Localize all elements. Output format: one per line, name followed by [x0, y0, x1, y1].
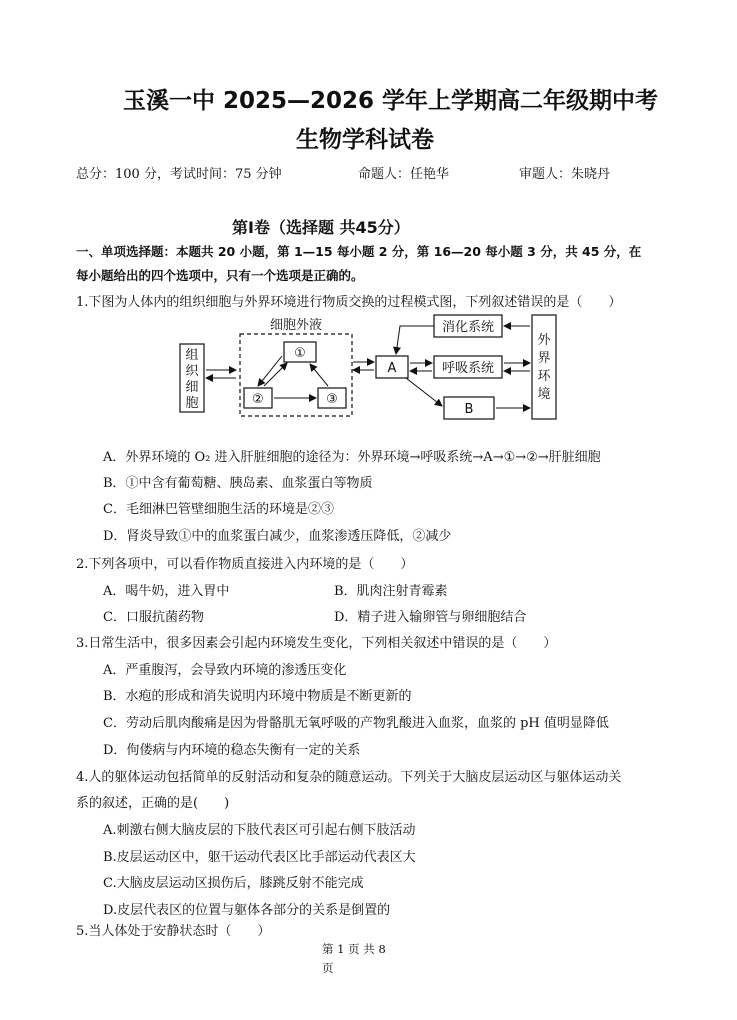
exam-total-time: 总分：100 分，考试时间：75 分钟	[76, 167, 282, 182]
external-environment-char: 外	[537, 333, 551, 348]
question-1-option-a: A．外界环境的 O₂ 进入肝脏细胞的途径为：外界环境→呼吸系统→A→①→②→肝脏细胞	[103, 450, 601, 465]
question-2-stem: 2.下列各项中，可以看作物质直接进入内环境的是（ ）	[76, 557, 414, 572]
question-3-option-b: B．水疱的形成和消失说明内环境中物质是不断更新的	[103, 689, 412, 704]
question-3-stem: 3.日常生活中，很多因素会引起内环境发生变化，下列相关叙述中错误的是（ ）	[76, 636, 557, 651]
question-1-stem: 1.下图为人体内的组织细胞与外界环境进行物质交换的过程模式图，下列叙述错误的是（ ）	[76, 295, 622, 310]
question-4-option-c: C.大脑皮层运动区损伤后，膝跳反射不能完成	[103, 876, 364, 891]
question-5-stem: 5.当人体处于安静状态时（ ）	[76, 924, 271, 939]
tissue-cell-char: 织	[185, 364, 199, 379]
arrow-digestive-to-A	[396, 326, 434, 354]
question-2-option-c: C．口服抗菌药物	[103, 610, 204, 625]
page-number-line-1: 第 1 页 共 8	[322, 942, 386, 956]
question-4-stem-line-2: 系的叙述，正确的是( )	[76, 796, 230, 811]
exam-title: 玉溪一中 2025—2026 学年上学期高二年级期中考	[123, 88, 659, 114]
question-2-option-b: B．肌肉注射青霉素	[334, 584, 448, 599]
tissue-cell-char: 细	[185, 380, 199, 395]
tissue-cell-char: 组	[185, 348, 199, 363]
node-B-label: B	[464, 402, 474, 417]
question-4-option-a: A.刺激右侧大脑皮层的下肢代表区可引起右侧下肢活动	[103, 823, 416, 838]
section-instruction-2: 每小题给出的四个选项中，只有一个选项是正确的。	[76, 268, 364, 283]
external-environment-box	[532, 315, 556, 419]
exam-reviewer: 审题人：朱晓丹	[519, 167, 611, 182]
question-3-option-d: D．佝偻病与内环境的稳态失衡有一定的关系	[103, 743, 361, 758]
question-4-stem-line-1: 4.人的躯体运动包括简单的反射活动和复杂的随意运动。下列关于大脑皮层运动区与躯体运动关	[76, 770, 622, 785]
question-4-option-d: D.皮层代表区的位置与躯体各部分的关系是倒置的	[103, 903, 391, 918]
question-2-option-a: A．喝牛奶，进入胃中	[103, 584, 230, 599]
question-1-option-d: D．肾炎导致①中的血浆蛋白减少，血浆渗透压降低，②减少	[103, 529, 452, 544]
arrow-3-to-1	[310, 364, 328, 386]
arrow-A-to-B	[406, 378, 442, 406]
digestive-system-label: 消化系统	[441, 320, 495, 335]
tissue-cell-char: 胞	[185, 396, 199, 411]
node-A-label: A	[387, 361, 397, 376]
exam-setter: 命题人：任艳华	[358, 167, 450, 182]
node-2-label: ②	[252, 392, 264, 407]
exchange-diagram	[170, 312, 570, 422]
section-instruction-1: 一、单项选择题：本题共 20 小题，第 1—15 每小题 2 分，第 16—20 每小题 3 分，共 45 分，在	[76, 244, 642, 259]
question-2-option-d: D．精子进入输卵管与卵细胞结合	[334, 610, 527, 625]
question-3-option-c: C．劳动后肌肉酸痛是因为骨骼肌无氧呼吸的产物乳酸进入血浆，血浆的 pH 值明显降低	[103, 716, 609, 731]
external-environment-char: 界	[537, 351, 551, 366]
question-1-option-c: C．毛细淋巴管壁细胞生活的环境是②③	[103, 502, 334, 517]
page-number-line-2: 页	[322, 961, 334, 975]
question-4-option-b: B.皮层运动区中，躯干运动代表区比手部运动代表区大	[103, 850, 416, 865]
section-title: 第Ⅰ卷（选择题 共45分）	[232, 218, 410, 237]
respiratory-system-label: 呼吸系统	[441, 361, 495, 376]
node-1-label: ①	[294, 346, 306, 361]
external-environment-char: 境	[537, 387, 551, 402]
extracellular-fluid-label: 细胞外液	[269, 318, 323, 333]
exam-subtitle: 生物学科试卷	[296, 127, 434, 153]
question-3-option-a: A．严重腹泻，会导致内环境的渗透压变化	[103, 663, 347, 678]
question-1-option-b: B．①中含有葡萄糖、胰岛素、血浆蛋白等物质	[103, 476, 373, 491]
node-3-label: ③	[326, 392, 338, 407]
external-environment-char: 环	[537, 369, 551, 384]
